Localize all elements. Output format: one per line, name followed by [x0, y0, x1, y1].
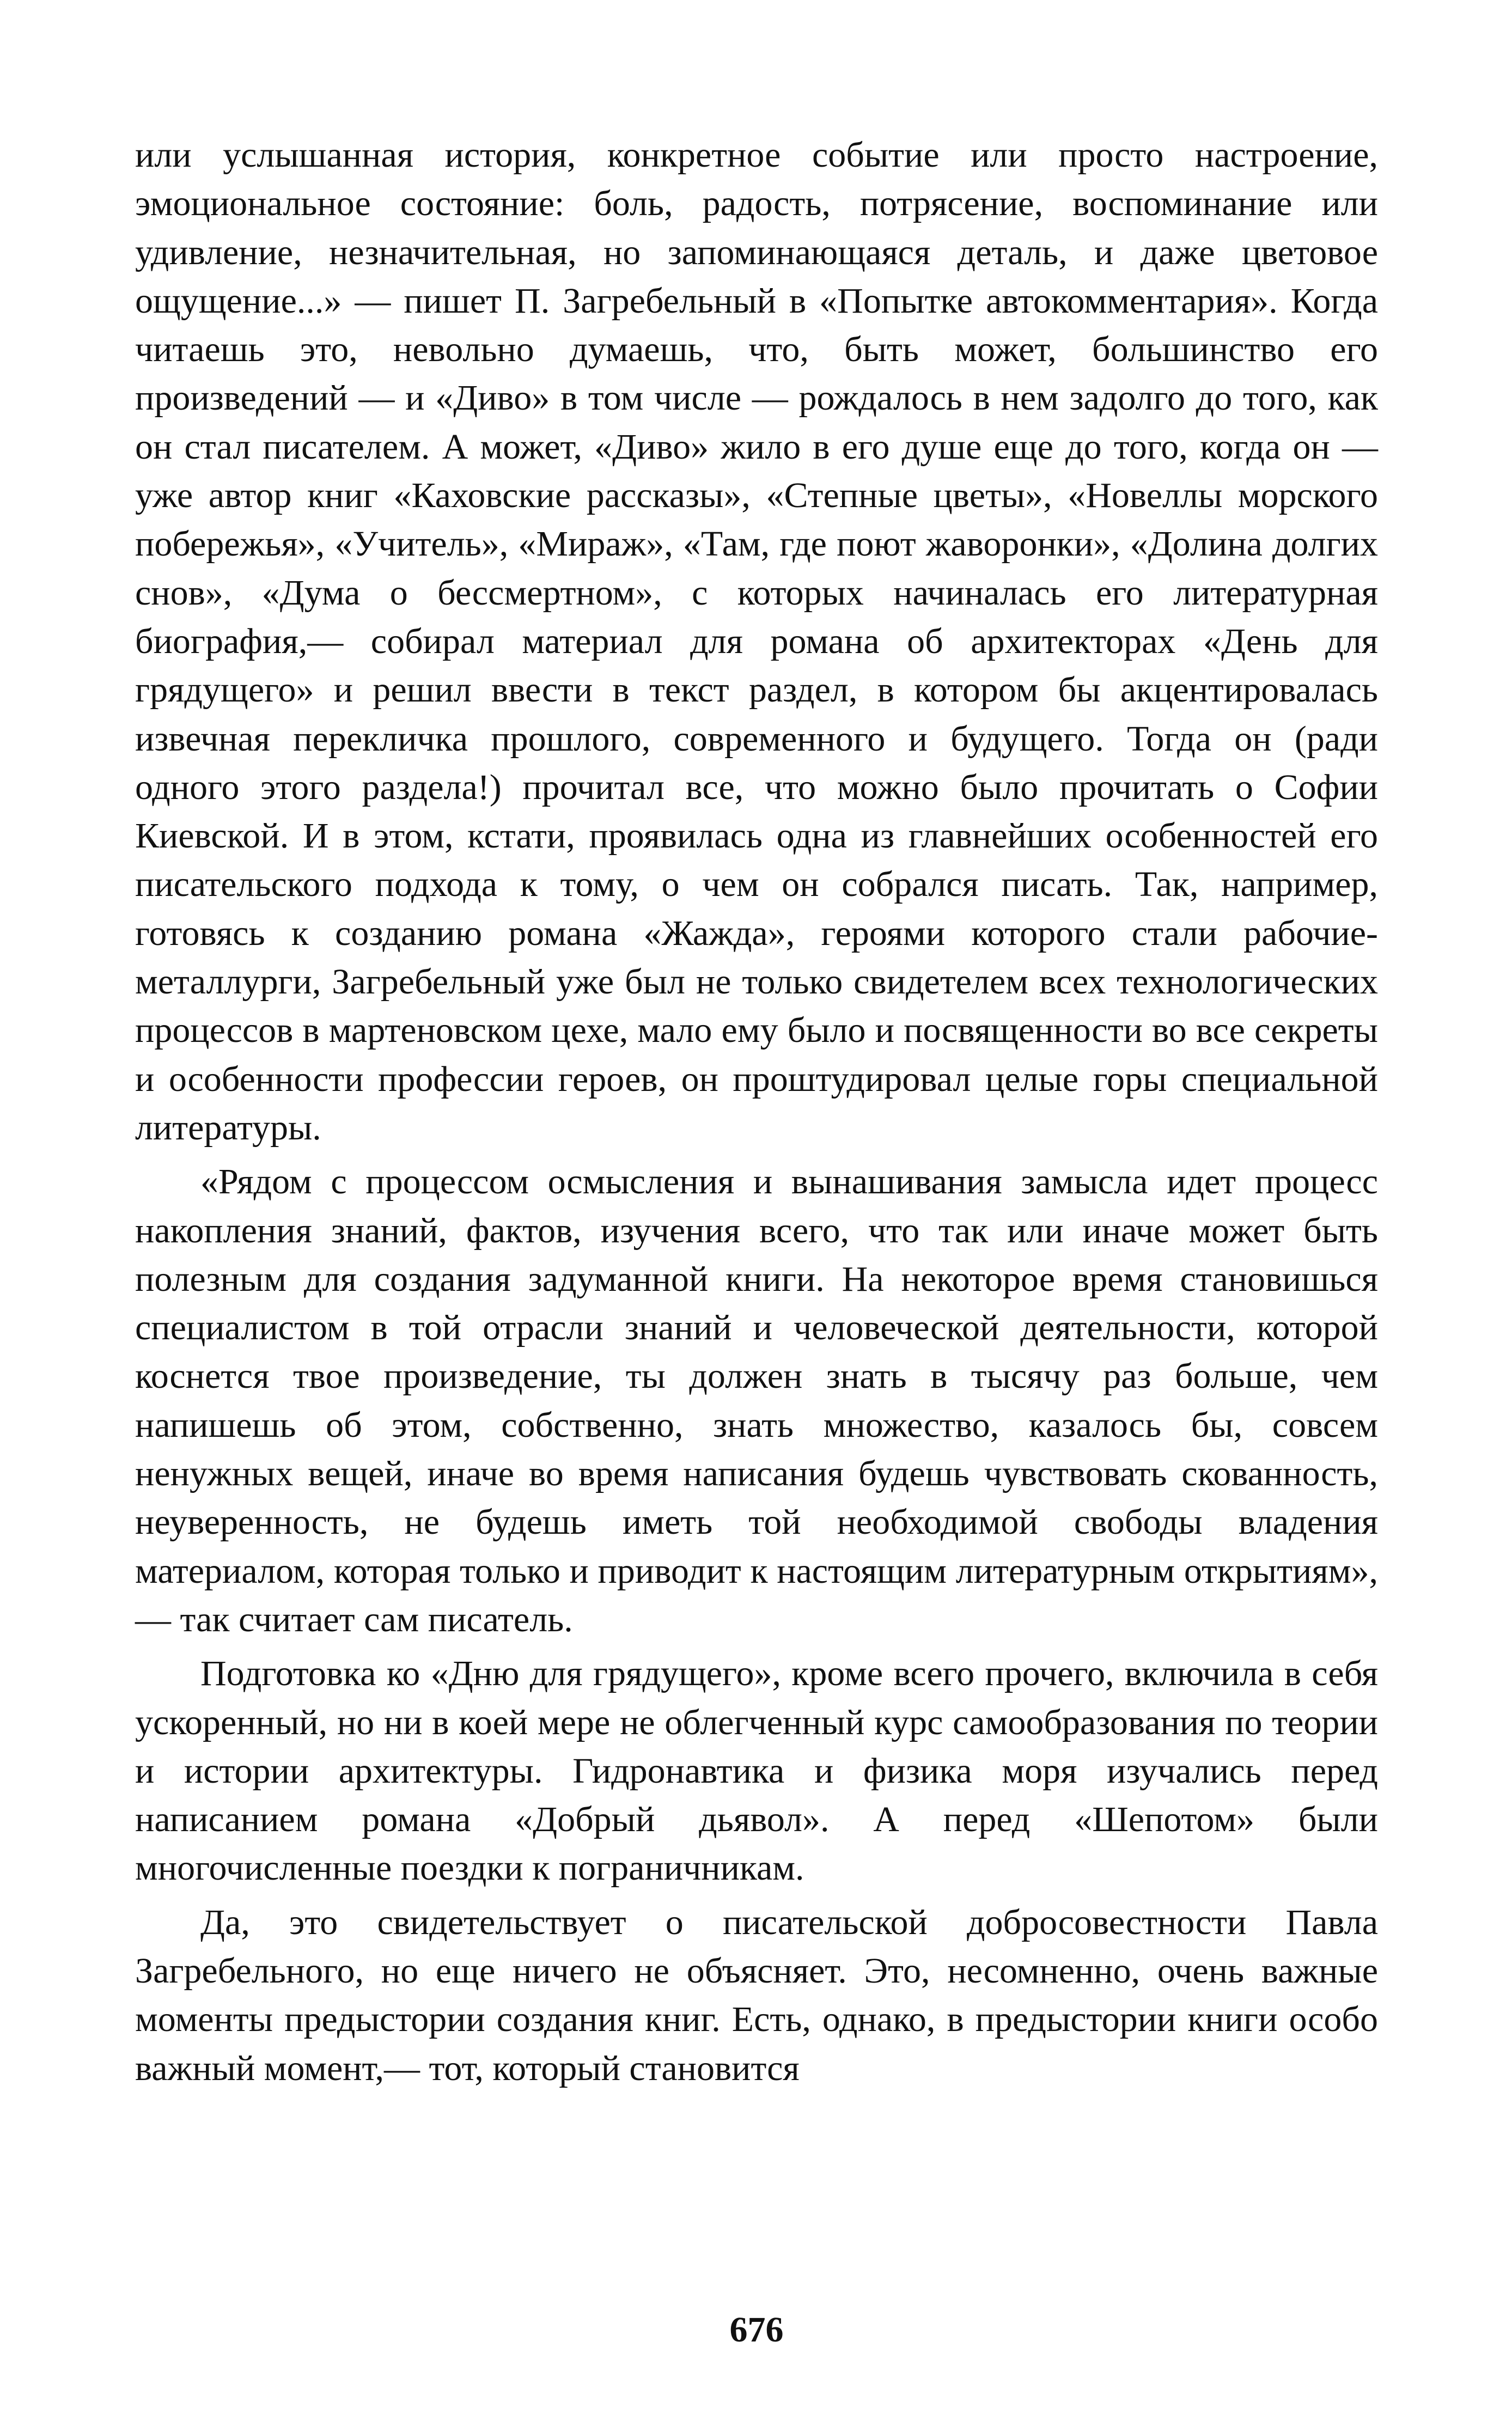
page-number: 676 [729, 2310, 784, 2350]
paragraph-1: или услышанная история, конкретное событие или просто настроение, эмоциональное состояние: боль, радость, потрясение, воспоминание или удивление, незначительная, но запоминающаяся деталь, и даже цветовое ощущение...» — пишет П. Загребельный в «Попытке автокомментария». Когда читаешь это, невольно думаешь, что, быть может, большинство его произведений — и «Диво» в том числе — рождалось в нем задолго до того, как он стал писателем. А может, «Диво» жило в его душе еще до того, когда он — уже автор книг «Каховские рассказы», «Степные цветы», «Новеллы морского побережья», «Учитель», «Мираж», «Там, где поют жаворонки», «Долина долгих снов», «Дума о бессмертном», с которых начиналась его литературная биография,— собирал материал для романа об архитекторах «День для грядущего» и решил ввести в текст раздел, в котором бы акцентировалась извечная перекличка прошлого, современного и будущего. Тогда он (ради одного этого раздела!) прочитал все, что можно было прочитать о Софии Киевской. И в этом, кстати, проявилась одна из главнейших особенностей его писательского подхода к тому, о чем он собрался писать. Так, например, готовясь к созданию романа «Жажда», героями которого стали рабочие-металлурги, Загребельный уже был не только свидетелем всех технологических процессов в мартеновском цехе, мало ему было и посвященности во все секреты и особенности профессии героев, он проштудировал целые горы специальной литературы. [135, 135, 1378, 1148]
paragraph-4: Да, это свидетельствует о писательской добросовестности Павла Загребельного, но еще ничего не объясняет. Это, несомненно, очень важные моменты предыстории создания книг. Есть, однако, в предыстории книги особо важный момент,— тот, который становится [135, 1902, 1378, 2088]
book-page [135, 131, 1378, 2364]
paragraph-3: Подготовка ко «Дню для грядущего», кроме всего прочего, включила в себя ускоренный, но ни в коей мере не облегченный курс самообразования по теории и истории архитектуры. Гидронавтика и физика моря изучались перед написанием романа «Добрый дьявол». А перед «Шепотом» были многочисленные поездки к пограничникам. [135, 1654, 1378, 1888]
paragraph-2-quote: «Рядом с процессом осмысления и вынашивания замысла идет процесс накопления знаний, фактов, изучения всего, что так или иначе может быть полезным для создания задуманной книги. На некоторое время становишься специалистом в той отрасли знаний и человеческой деятельности, которой коснется твое произведение, ты должен знать в тысячу раз больше, чем напишешь об этом, собственно, знать множество, казалось бы, совсем ненужных вещей, иначе во время написания будешь чувствовать скованность, неуверенность, не будешь иметь той необходимой свободы владения материалом, которая только и приводит к настоящим литературным открытиям»,— так считает сам писатель. [135, 1162, 1378, 1639]
